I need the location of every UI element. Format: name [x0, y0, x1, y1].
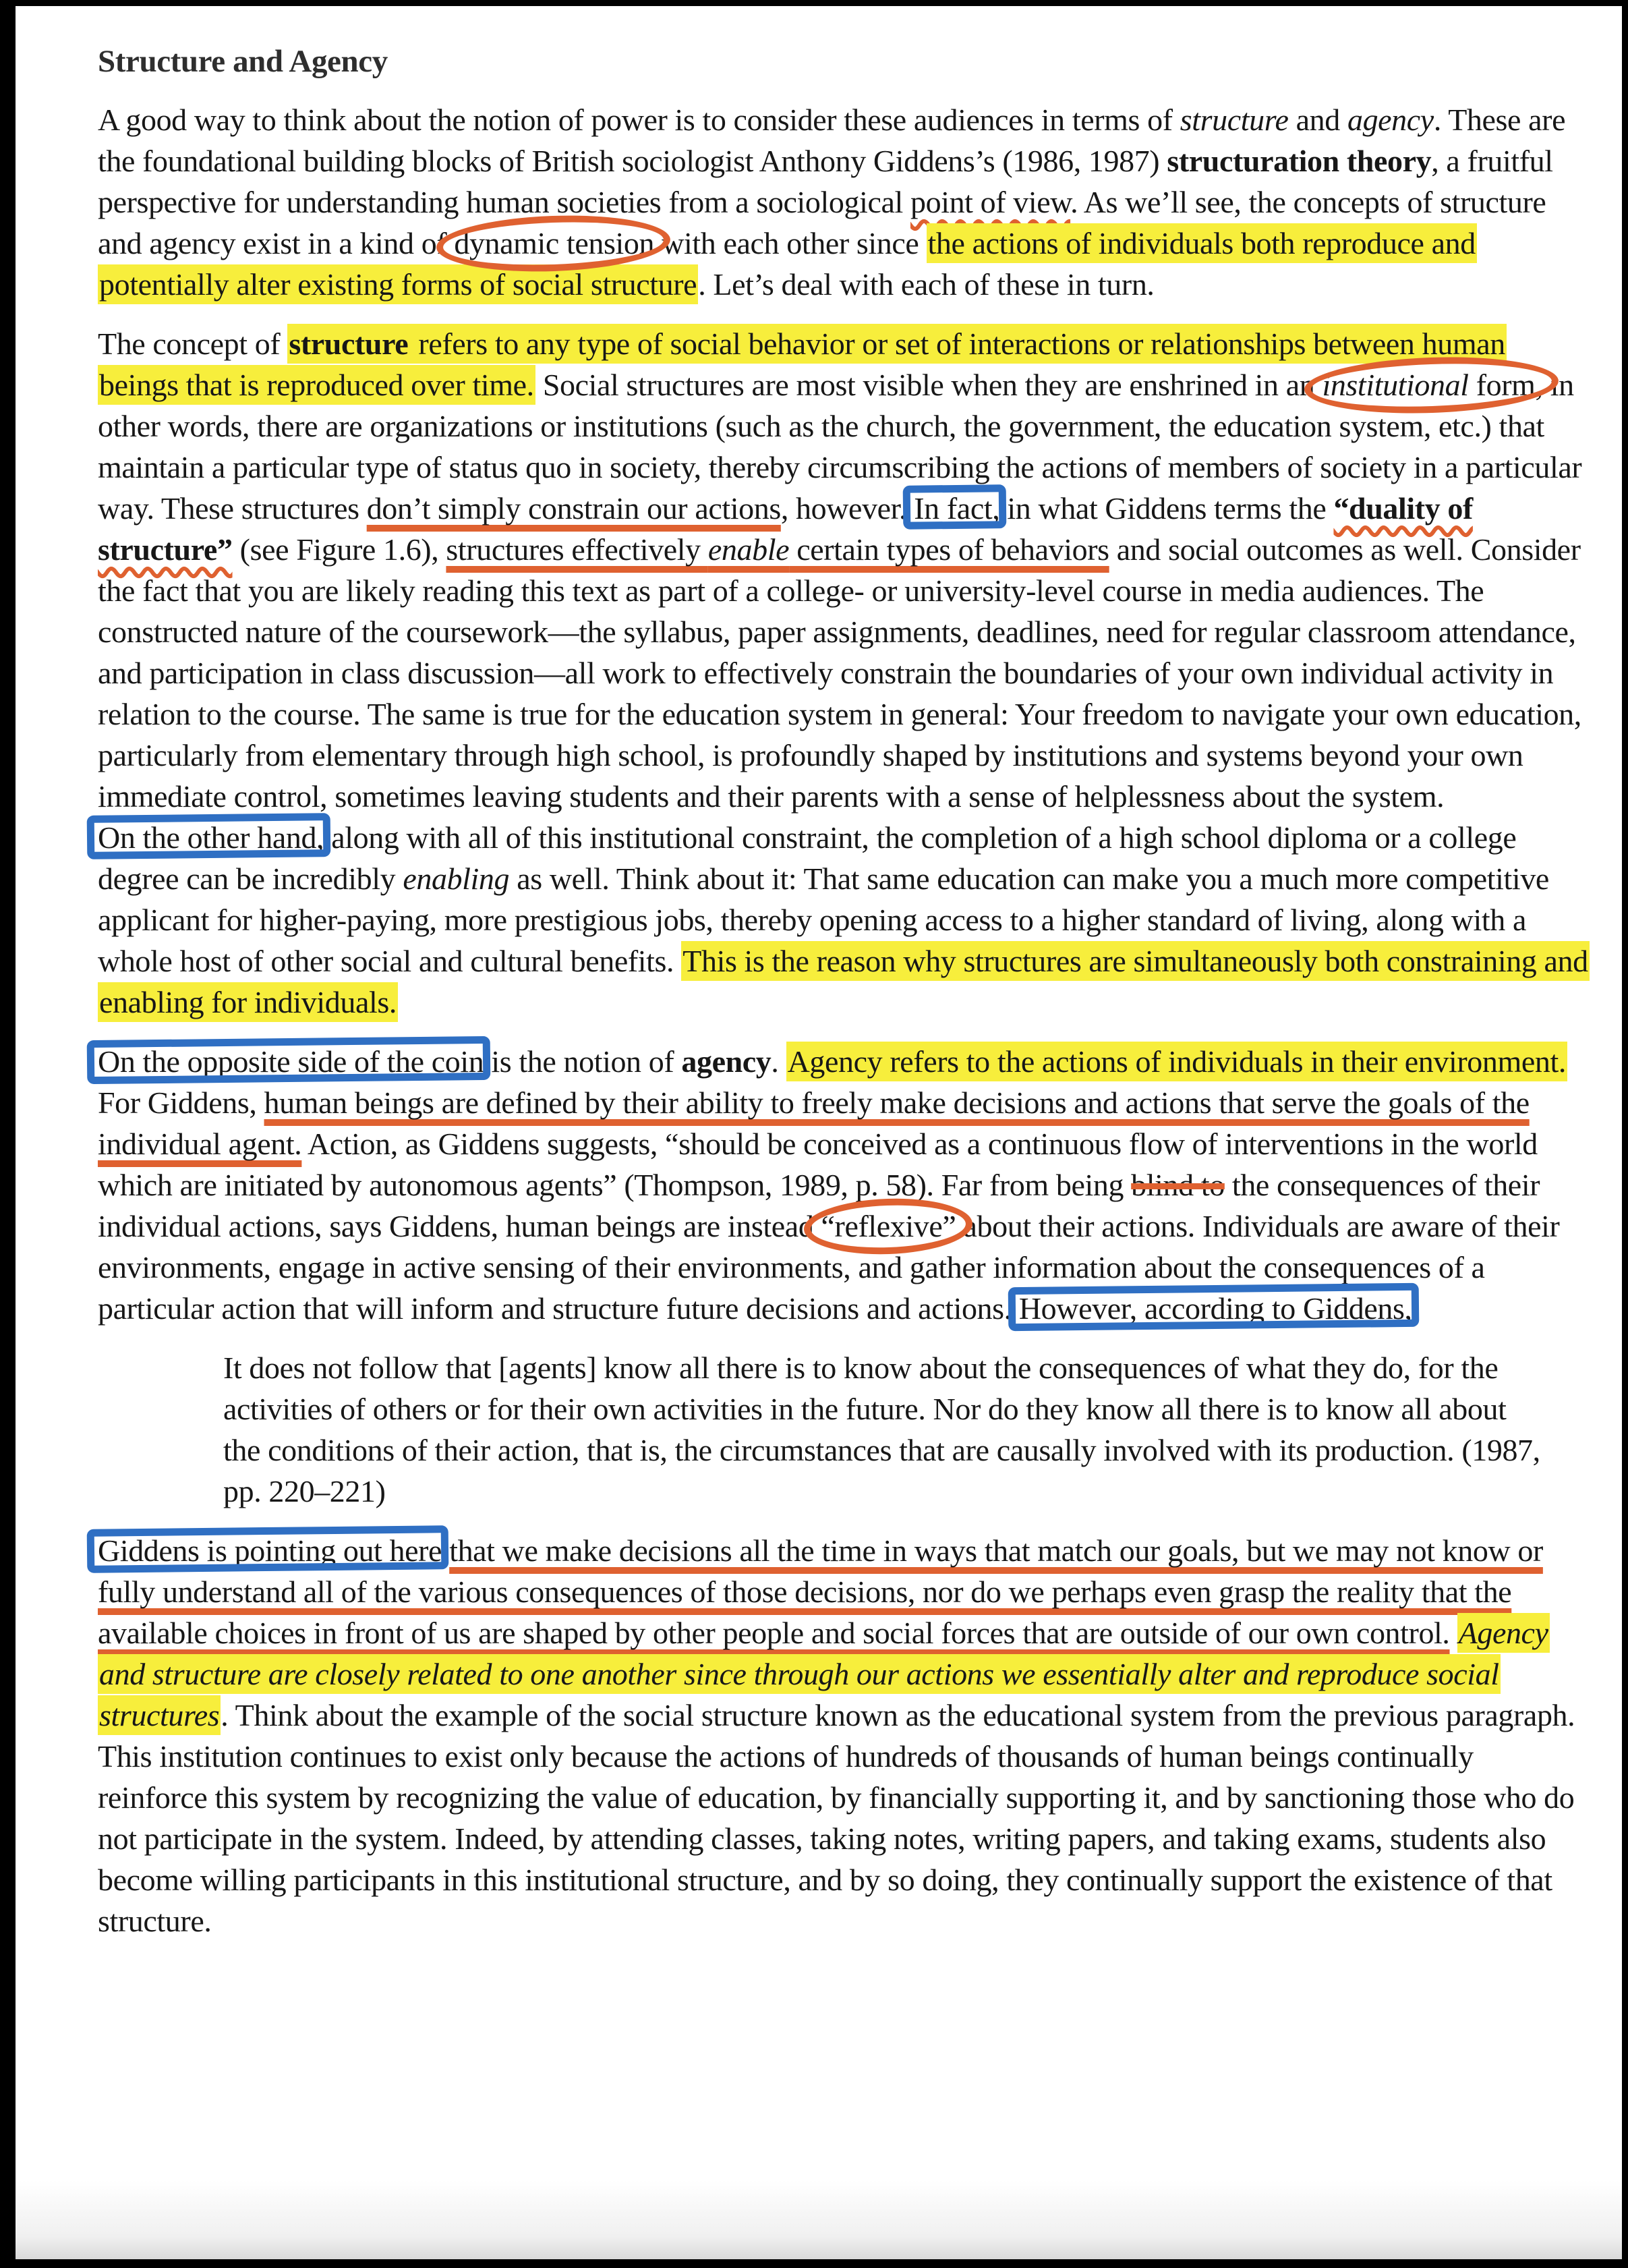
- text-run: For Giddens,: [98, 1085, 264, 1120]
- text-run: [1450, 1616, 1457, 1650]
- text-run: and: [1288, 103, 1347, 137]
- text-run: . Let’s deal with each of these in turn.: [698, 267, 1155, 302]
- text-run: structures effectively: [446, 532, 708, 567]
- text-run: , a fruitful perspective for understanding human societies from a sociological: [98, 144, 1553, 219]
- text-run: Social structures are most visible when they are enshrined in an: [535, 368, 1322, 402]
- para-structure-agency-intro: [98, 99, 1588, 305]
- italic-text: enable: [707, 532, 790, 567]
- text-run: . These are the foundational building blocks of British sociologist Anthony Giddens’s (1986, 1987): [98, 103, 1566, 178]
- orange-circle-annotation: “reflexive”: [821, 1209, 956, 1243]
- blue-box-annotation: Giddens is pointing out here: [98, 1533, 442, 1568]
- text-run: as well. Think about it: That same education can make you a much more competitive applicant for higher-paying, more prestigious jobs, thereby opening access to a higher standard of living, along with a whole host of other social and cultural benefits.: [98, 861, 1549, 978]
- para-giddens-summary: [98, 1530, 1588, 1941]
- text-run: . Think about the example of the social structure known as the educational system from the previous paragraph. This institution continues to exist only because the actions of hundreds of thousands of human beings continually reinforce this system by recognizing the value of education, by financially supporting it, and by sanctioning those who do not participate in the system. Indeed, by attending classes, taking notes, writing papers, and taking exams, students also become willing participants in this institutional structure, and by so doing, they continually support the existence of that structure.: [98, 1698, 1575, 1938]
- orange-circle-annotation: dynamic tension: [454, 226, 655, 260]
- orange-wavy-underline-annotation: “duality of structure”: [98, 491, 1473, 567]
- text-run: certain types of behaviors: [789, 532, 1109, 567]
- orange-strikethrough-annotation: blind to: [1131, 1168, 1225, 1202]
- text-run: along with all of this institutional constraint, the completion of a high school diploma or a college degree can be incredibly: [98, 820, 1517, 896]
- blue-box-annotation: However, according to Giddens,: [1018, 1291, 1412, 1326]
- orange-underline-annotation: human beings are defined by their ability to freely make decisions and actions that serve the goals of the individual agent.: [98, 1085, 1530, 1161]
- document-body: [98, 99, 1588, 1941]
- highlighted-text: refers to any type of social behavior or set of interactions or relationships between human beings that is reproduced over time.: [98, 324, 1507, 405]
- bold-text: structuration theory: [1167, 144, 1432, 178]
- text-run: about their actions. Individuals are aware of their environments, engage in active sensing of their environments, and gather information about the consequences of a particular action that will inform and structure future decisions and actions.: [98, 1209, 1560, 1326]
- orange-underline-annotation: that we make decisions all the time in ways that match our goals, but we may not know or fully understand all of the various consequences of those decisions, nor do we perhaps even grasp the reality that the available choices in front of us are shaped by other people and social forces that are outside of our own control.: [98, 1533, 1543, 1650]
- para-structure-concept: [98, 323, 1588, 1023]
- italic-text: agency: [1347, 103, 1434, 137]
- blue-box-annotation: On the opposite side of the coin: [98, 1044, 484, 1079]
- italic-text: structure: [1180, 103, 1289, 137]
- orange-underline-annotation: [446, 532, 1109, 567]
- text-run: . As we’ll see, the concepts of structure and agency exist in a kind of: [98, 185, 1546, 260]
- orange-underline-annotation: don’t simply constrain our actions: [366, 491, 781, 526]
- text-run: A good way to think about the notion of power is to consider these audiences in terms of: [98, 103, 1180, 137]
- text-run: , however.: [780, 491, 914, 526]
- text-run: is the notion of: [484, 1044, 682, 1079]
- text-run: form,: [1468, 368, 1543, 402]
- block-quote-giddens: [223, 1347, 1548, 1512]
- highlighted-text: Agency refers to the actions of individuals in their environment.: [786, 1042, 1567, 1081]
- text-run: Action, as Giddens suggests, “should be conceived as a continuous flow of interventions in the world which are initiated by autonomous agents” (Thompson, 1989, p. 58). Far from being: [98, 1127, 1538, 1202]
- text-run: The concept of: [98, 327, 288, 361]
- text-run: .: [771, 1044, 786, 1079]
- blue-box-annotation: On the other hand,: [98, 820, 324, 855]
- italic-text: enabling: [403, 861, 510, 896]
- blue-box-annotation: In fact,: [914, 491, 1000, 526]
- text-run: in other words, there are organizations or institutions (such as the church, the government, the education system, etc.) that maintain a particular type of status quo in society, thereby circumscribing the actions of members of society in a particular way. These structures: [98, 368, 1582, 526]
- orange-circle-annotation: [1322, 368, 1542, 402]
- text-run: with each other since: [654, 226, 927, 260]
- highlighted-text: the actions of individuals both reproduce and potentially alter existing forms of social structure: [98, 223, 1477, 304]
- document-page: [16, 6, 1622, 2259]
- highlighted-text: This is the reason why structures are simultaneously both constraining and enabling for individuals.: [98, 941, 1590, 1022]
- orange-wavy-underline-annotation: point of view: [910, 185, 1071, 219]
- text-run: It does not follow that [agents] know all there is to know about the consequences of what they do, for the activities of others or for their own activities in the future. Nor do they know all there is to know all about the conditions of their action, that is, the circumstances that are causally involved with its production. (1987, pp. 220–221): [223, 1351, 1540, 1508]
- text-run: (see Figure 1.6),: [232, 532, 446, 567]
- highlighted-text: Agency and structure are closely related to one another since through our actions we essentially alter and reproduce social structures: [98, 1613, 1550, 1735]
- text-run: [442, 1533, 449, 1568]
- text-run: the consequences of their individual actions, says Giddens, human beings are instead: [98, 1168, 1540, 1243]
- bold-text: agency: [681, 1044, 772, 1079]
- text-run: and social outcomes as well. Consider the fact that you are likely reading this text as part of a college- or university-level course in media audiences. The constructed nature of the coursework—the syllabus, paper assignments, deadlines, need for regular classroom attendance, and participation in class discussion—all work to effectively constrain the boundaries of your own individual activity in relation to the course. The same is true for the education system in general: Your freedom to navigate your own education, particularly from elementary through high school, is profoundly shaped by institutions and systems beyond your own immediate control, sometimes leaving students and their parents with a sense of helplessness about the system.: [98, 532, 1581, 814]
- section-heading: Structure and Agency: [98, 44, 388, 79]
- highlighted-text: structure: [287, 324, 409, 364]
- text-run: in what Giddens terms the: [999, 491, 1334, 526]
- para-agency-concept: [98, 1041, 1588, 1329]
- italic-text: institutional: [1322, 368, 1469, 402]
